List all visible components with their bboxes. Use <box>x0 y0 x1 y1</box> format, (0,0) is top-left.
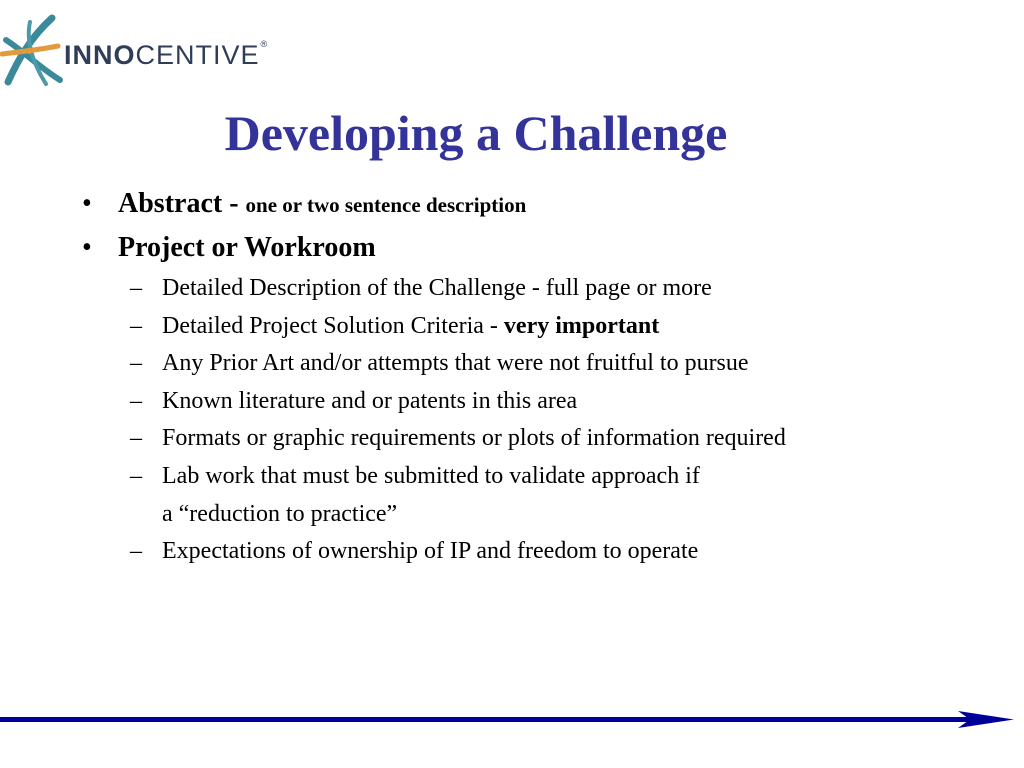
bullet-list <box>78 182 978 571</box>
bullet-dot: • <box>82 188 92 219</box>
bullet-detail: one or two sentence description <box>245 193 527 217</box>
logo-wordmark-bold: INNO <box>64 40 136 70</box>
subitem-dash: – <box>130 538 142 565</box>
subitem <box>78 458 978 496</box>
logo <box>0 10 320 90</box>
subitem <box>78 383 978 421</box>
subitem-dash: – <box>130 312 142 339</box>
bullet-label: Abstract - <box>118 188 246 219</box>
registered-mark: ® <box>260 39 269 49</box>
subitem-text: Detailed Description of the Challenge - full page or more <box>162 275 712 301</box>
slide-title: Developing a Challenge <box>224 105 728 161</box>
subitem-text: Lab work that must be submitted to validate approach if <box>162 462 700 489</box>
bullet-label: Project or Workroom <box>118 232 376 263</box>
subitem <box>78 270 978 308</box>
subitem-continuation: a “reduction to practice” <box>162 500 398 527</box>
subitem-text: Formats or graphic requirements or plots of information required <box>162 425 786 452</box>
bullet-dot: • <box>82 232 92 263</box>
subitem <box>78 308 978 346</box>
subitem <box>78 420 978 458</box>
subitem-dash: – <box>130 387 142 414</box>
subitem <box>78 345 978 383</box>
subitem-dash: – <box>130 275 142 301</box>
logo-wordmark-light: CENTIVE <box>135 40 260 70</box>
subitem-emphasis: very important <box>503 312 660 339</box>
bullet-project-workroom <box>78 226 978 270</box>
subitem-text: Known literature and or patents in this area <box>162 387 578 414</box>
footer-arrow-line <box>0 717 975 722</box>
bullet-abstract <box>78 182 978 226</box>
subitem-text: Detailed Project Solution Criteria - <box>162 312 504 339</box>
subitem <box>78 533 978 571</box>
subitem-text: Expectations of ownership of IP and freedom to operate <box>162 538 699 565</box>
subitem-dash: – <box>130 425 142 452</box>
subitem-dash: – <box>130 350 142 377</box>
footer-arrow <box>0 706 1024 736</box>
subitem-dash: – <box>130 462 142 489</box>
logo-wordmark <box>64 39 269 70</box>
innocentive-logo-icon <box>0 10 70 90</box>
subitem-text: Any Prior Art and/or attempts that were not fruitful to pursue <box>162 350 749 377</box>
